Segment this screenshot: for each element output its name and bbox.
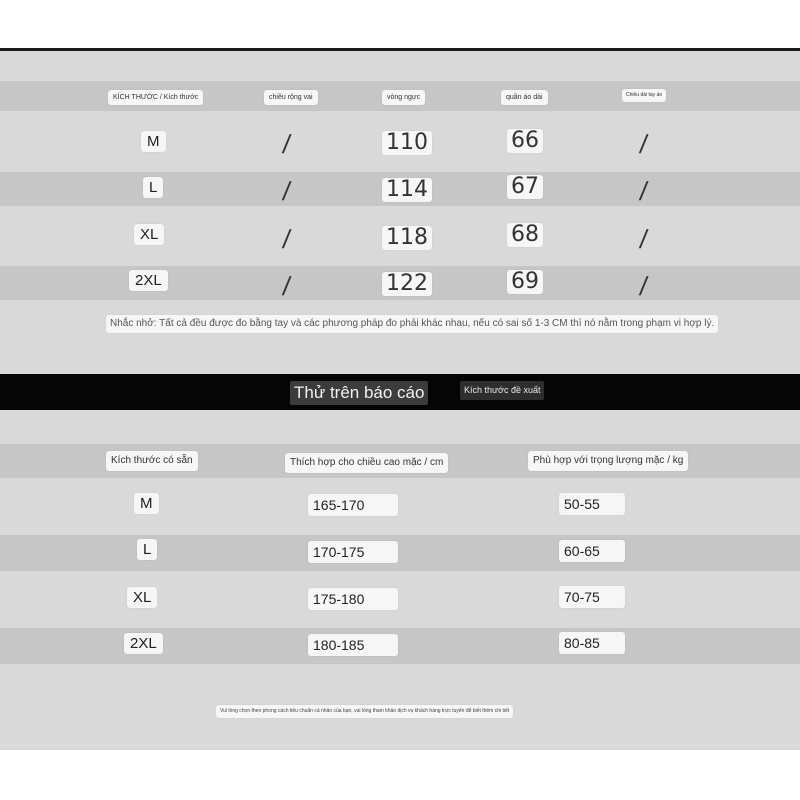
length-value: 68 bbox=[507, 223, 543, 247]
fit-note: Vui lòng chọn theo phong cách tiêu chuẩn cá nhân của bạn, vui lòng tham khảo dịch vụ khách hàng trực tuyến để biết thêm chi tiết bbox=[216, 705, 513, 718]
sleeve-value: / bbox=[637, 271, 650, 301]
sleeve-value: / bbox=[637, 176, 650, 206]
height-range: 170-175 bbox=[308, 541, 398, 563]
shoulder-value: / bbox=[280, 224, 293, 254]
size-l: L bbox=[137, 539, 157, 560]
chest-value: 110 bbox=[382, 131, 432, 155]
size-l: L bbox=[143, 177, 163, 198]
header-available-size: Kích thước có sẵn bbox=[106, 451, 198, 471]
shoulder-value: / bbox=[280, 271, 293, 301]
section-title: Thử trên báo cáo bbox=[290, 381, 428, 405]
sleeve-value: / bbox=[637, 129, 650, 159]
measurement-note: Nhắc nhở: Tất cả đều được đo bằng tay và các phương pháp đo phải khác nhau, nếu có sai số 1-3 CM thì nó nằm trong phạm vi hợp lý. bbox=[106, 315, 718, 333]
header-shoulder-width: chiều rộng vai bbox=[264, 90, 318, 105]
shoulder-value: / bbox=[280, 129, 293, 159]
chest-value: 122 bbox=[382, 272, 432, 296]
header-weight: Phù hợp với trọng lượng mặc / kg bbox=[528, 451, 688, 471]
weight-range: 80-85 bbox=[559, 632, 625, 654]
chest-value: 114 bbox=[382, 178, 432, 202]
length-value: 66 bbox=[507, 129, 543, 153]
header-length: quần áo dài bbox=[501, 90, 548, 105]
section-subtitle: Kích thước đề xuất bbox=[460, 381, 544, 400]
weight-range: 60-65 bbox=[559, 540, 625, 562]
height-range: 180-185 bbox=[308, 634, 398, 656]
height-range: 175-180 bbox=[308, 588, 398, 610]
header-height: Thích hợp cho chiều cao mặc / cm bbox=[285, 453, 448, 473]
size-2xl: 2XL bbox=[124, 633, 163, 654]
weight-range: 50-55 bbox=[559, 493, 625, 515]
height-range: 165-170 bbox=[308, 494, 398, 516]
size-m: M bbox=[134, 493, 159, 514]
row-stripe bbox=[0, 628, 800, 664]
size-2xl: 2XL bbox=[129, 270, 168, 291]
chest-value: 118 bbox=[382, 226, 432, 250]
sleeve-value: / bbox=[637, 224, 650, 254]
row-stripe bbox=[0, 535, 800, 571]
header-chest: vòng ngực bbox=[382, 90, 425, 105]
weight-range: 70-75 bbox=[559, 586, 625, 608]
size-xl: XL bbox=[127, 587, 157, 608]
shoulder-value: / bbox=[280, 176, 293, 206]
length-value: 67 bbox=[507, 175, 543, 199]
header-size: KÍCH THƯỚC / Kích thước bbox=[108, 90, 203, 105]
length-value: 69 bbox=[507, 270, 543, 294]
header-sleeve-length: Chiều dài tay áo bbox=[622, 89, 666, 102]
size-m: M bbox=[141, 131, 166, 152]
size-xl: XL bbox=[134, 224, 164, 245]
